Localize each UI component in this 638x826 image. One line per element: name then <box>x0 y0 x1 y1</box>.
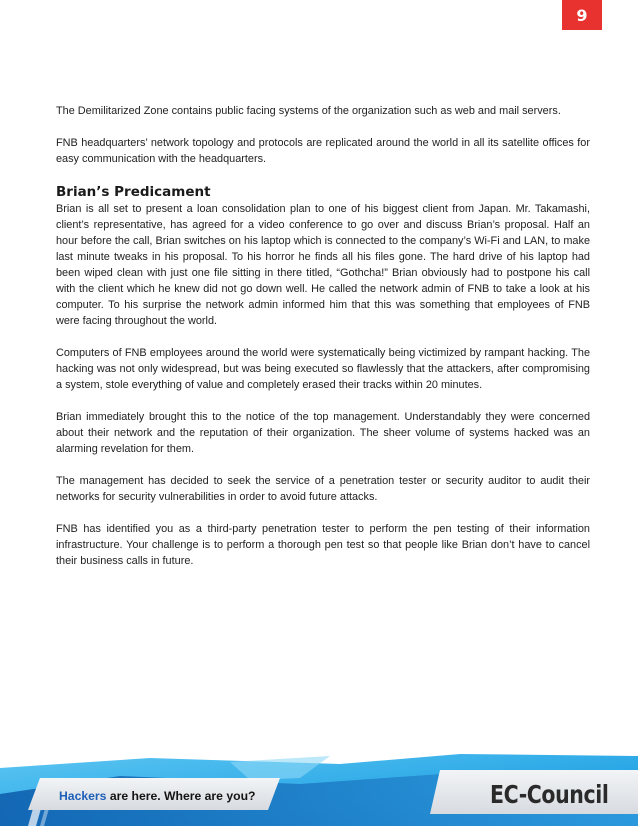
tagline-rest: are here. Where are you? <box>106 789 256 803</box>
paragraph-topology: FNB headquarters’ network topology and protocols are replicated around the world in all its satellite offices for easy communication with the headquarters. <box>56 137 590 165</box>
paragraph-pen-tester-service: The management has decided to seek the service of a penetration tester or security auditor to audit their networks for security vulnerabilities in order to avoid future attacks. <box>56 475 590 503</box>
footer-tagline <box>59 789 255 803</box>
section-heading: Brian’s Predicament <box>56 184 211 200</box>
page-number-badge: 9 <box>562 0 602 30</box>
paragraph-predicament: Brian is all set to present a loan consolidation plan to one of his biggest client from Japan. Mr. Takamashi, client’s representative, has agreed for a video conference to go over and discuss Brian’s proposal. Half an hour before the call, Brian switches on his laptop which is connected to the company’s Wi-Fi and LAN, to make last minute tweaks in his proposal. To his horror he finds all his files gone. The hard drive of his laptop had been wiped clean with just one file sitting in there titled, “Gothcha!” Brian obviously had to postpone his call with the client which he knew did not go down well. He called the network admin of FNB to take a look at his computer. To his surprise the network admin informed him that this was something that employees of FNB were facing throughout the world. <box>56 203 590 327</box>
paragraph-challenge: FNB has identified you as a third-party penetration tester to perform the pen testing of their information infrastructure. Your challenge is to perform a thorough pen test so that people like Brian don’t have to cancel their business calls in future. <box>56 523 590 567</box>
tagline-accent: Hackers <box>59 789 107 803</box>
document-body <box>56 103 590 585</box>
paragraph-hacking: Computers of FNB employees around the world were systematically being victimized by rampant hacking. The hacking was not only widespread, but was being executed so flawlessly that the attackers, after compromising a system, stole everything of value and completely erased their tracks within 20 minutes. <box>56 347 590 391</box>
paragraph-dmz: The Demilitarized Zone contains public facing systems of the organization such as web and mail servers. <box>56 105 561 117</box>
paragraph-management-notice: Brian immediately brought this to the notice of the top management. Understandably they were concerned about their network and the reputation of their organization. The sheer volume of systems hacked was an alarming revelation for them. <box>56 411 590 455</box>
ec-council-logo: EC-Council <box>489 780 608 809</box>
